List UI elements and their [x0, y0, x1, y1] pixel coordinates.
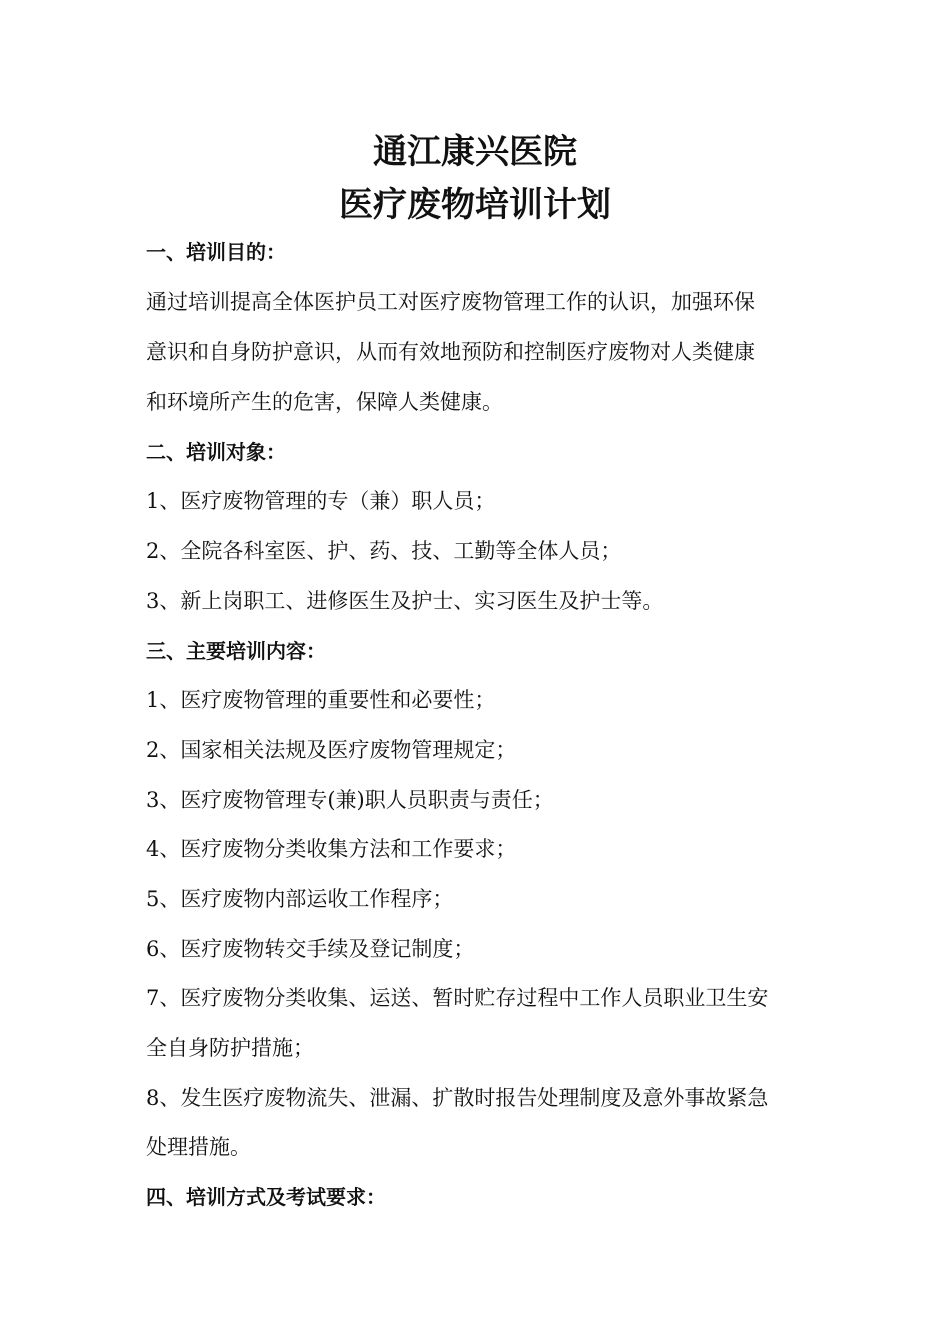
list-item: 3、新上岗职工、进修医生及护士、实习医生及护士等。: [146, 589, 664, 613]
list-item: 6、医疗废物转交手续及登记制度；: [146, 937, 475, 961]
section-heading-targets: 二、培训对象：: [146, 440, 286, 464]
list-item-continuation: 全自身防护措施；: [146, 1036, 314, 1060]
paragraph-line: 意识和自身防护意识，从而有效地预防和控制医疗废物对人类健康: [146, 340, 755, 364]
paragraph-line: 和环境所产生的危害，保障人类健康。: [146, 390, 503, 414]
list-item: 1、医疗废物管理的重要性和必要性；: [146, 688, 496, 712]
list-item: 8、发生医疗废物流失、泄漏、扩散时报告处理制度及意外事故紧急: [146, 1086, 769, 1110]
document-title-hospital: 通江康兴医院: [373, 132, 577, 172]
list-item: 4、医疗废物分类收集方法和工作要求；: [146, 837, 517, 861]
section-heading-purpose: 一、培训目的：: [146, 240, 286, 264]
list-item: 3、医疗废物管理专(兼)职人员职责与责任；: [146, 788, 554, 812]
section-heading-content: 三、主要培训内容：: [146, 639, 326, 663]
list-item-continuation: 处理措施。: [146, 1135, 251, 1159]
list-item: 2、全院各科室医、护、药、技、工勤等全体人员；: [146, 539, 622, 563]
list-item: 1、医疗废物管理的专（兼）职人员；: [146, 489, 496, 513]
document-title-plan: 医疗废物培训计划: [339, 185, 611, 225]
list-item: 7、医疗废物分类收集、运送、暂时贮存过程中工作人员职业卫生安: [146, 986, 769, 1010]
section-heading-methods: 四、培训方式及考试要求：: [146, 1185, 386, 1209]
list-item: 5、医疗废物内部运收工作程序；: [146, 887, 454, 911]
paragraph-line: 通过培训提高全体医护员工对医疗废物管理工作的认识，加强环保: [146, 290, 755, 314]
list-item: 2、国家相关法规及医疗废物管理规定；: [146, 738, 517, 762]
